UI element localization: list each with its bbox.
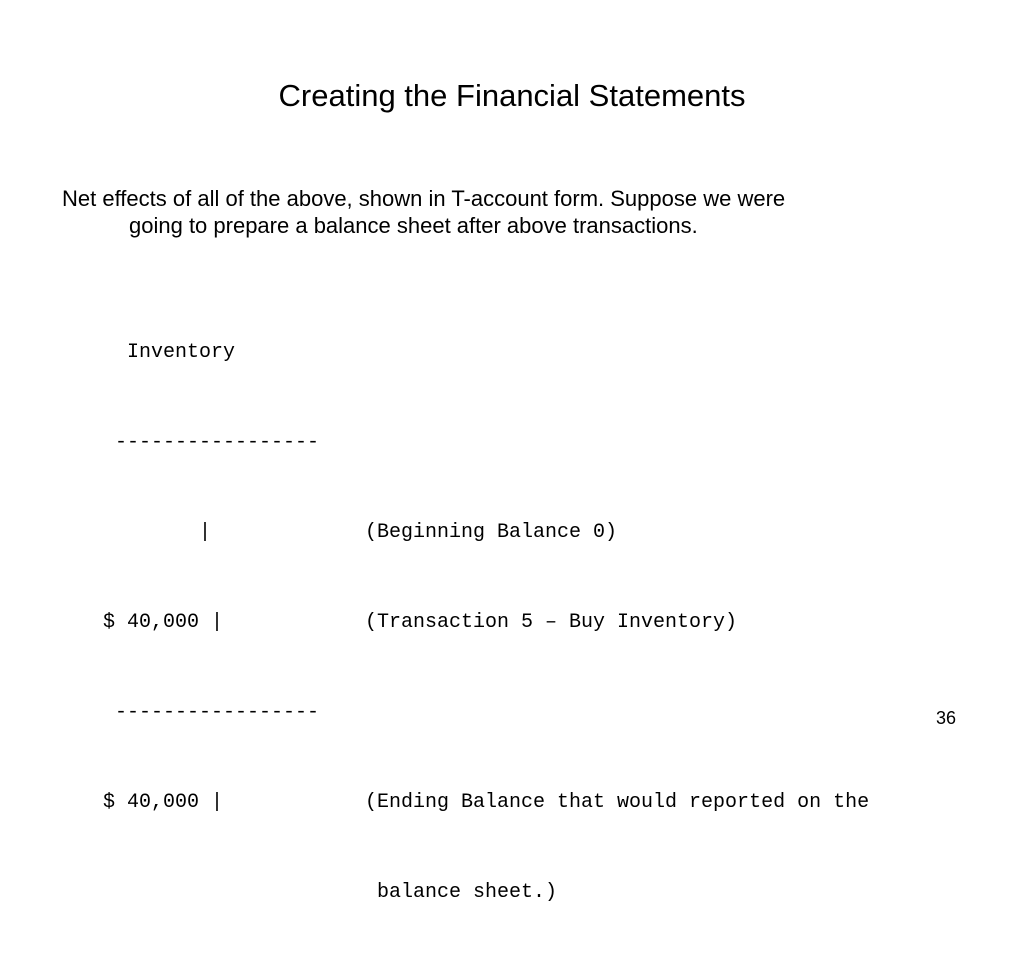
body-paragraph [62, 185, 962, 239]
body-line-2: going to prepare a balance sheet after above transactions. [129, 213, 698, 238]
t-account-ending-cont-row [103, 878, 558, 908]
t-account-ending-row [103, 788, 870, 818]
t-account-rule-row [103, 698, 320, 728]
t-account-heading-row [103, 338, 236, 368]
t-account-heading: Inventory [103, 341, 236, 364]
t-account-ending-note: (Ending Balance that would reported on the [365, 791, 870, 814]
t-account-rule-top: ----------------- [103, 431, 320, 454]
t-account-row [103, 518, 618, 548]
t-account-row-note: (Beginning Balance 0) [365, 521, 618, 544]
t-account-ending-left: $ 40,000 | [103, 791, 224, 814]
body-line-1: Net effects of all of the above, shown in T-account form. Suppose we were [62, 186, 786, 211]
t-account-row-left: $ 40,000 | [103, 611, 224, 634]
t-account-row-note: (Transaction 5 – Buy Inventory) [365, 611, 738, 634]
slide-title: Creating the Financial Statements [278, 78, 746, 113]
page-number: 36 [936, 708, 957, 728]
t-account-row [103, 608, 738, 638]
t-account-rule-row [103, 428, 320, 458]
t-account-row-left: | [103, 521, 212, 544]
t-account-rule-bottom: ----------------- [103, 701, 320, 724]
t-account-ending-note-cont: balance sheet.) [365, 881, 558, 904]
t-account-inventory [103, 278, 870, 938]
